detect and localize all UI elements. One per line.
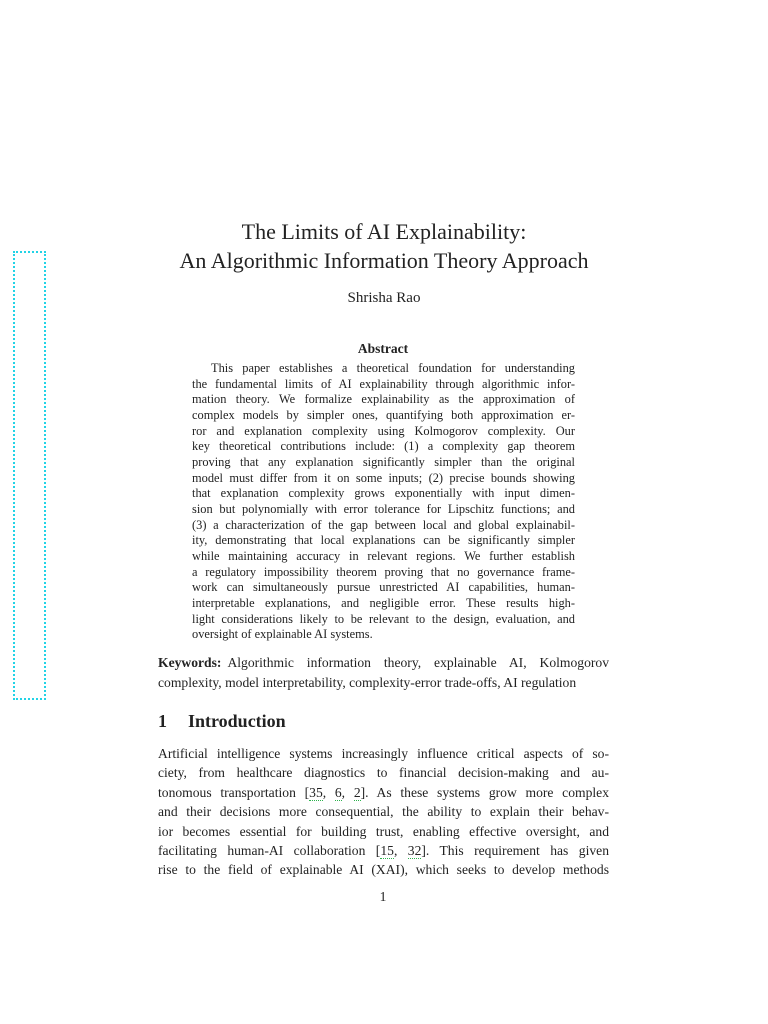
abstract-line: ror and explanation complexity using Kolmogorov complexity. Our: [192, 423, 575, 438]
abstract-body: [192, 361, 575, 643]
paper-title: [0, 217, 768, 275]
page-number: 1: [379, 889, 387, 904]
abstract-line: mation theory. We formalize explainability as the approximation of: [192, 392, 575, 407]
keywords-line-2: complexity, model interpretability, complexity-error trade-offs, AI regulation: [158, 674, 577, 690]
intro-line: ciety, from healthcare diagnostics to financial decision-making and au-: [158, 765, 609, 781]
abstract-line: interpretable explanations, and negligible error. These results high-: [192, 595, 575, 610]
intro-text: ]. This requirement has given: [421, 843, 609, 859]
section-number: 1: [158, 711, 167, 731]
abstract-line: that explanation complexity grows exponentially with input dimen-: [192, 486, 575, 501]
intro-text: ]. As these systems grow more complex: [360, 784, 609, 800]
citation-link[interactable]: 15: [380, 843, 394, 859]
abstract-heading: Abstract: [357, 341, 409, 356]
abstract-line: complex models by simpler ones, quantifying both approximation er-: [192, 407, 575, 422]
section-title: Introduction: [188, 711, 286, 731]
intro-line: facilitating human-AI collaboration [15, 32]. This requirement has given: [158, 843, 609, 859]
intro-line: Artificial intelligence systems increasingly influence critical aspects of so-: [158, 746, 609, 761]
keywords-label: Keywords:: [158, 655, 222, 670]
keywords-block: [158, 653, 609, 692]
citation-link[interactable]: 2: [353, 784, 361, 800]
abstract-line: proving that any explanation significantly simpler than the original: [192, 454, 575, 469]
citation-link[interactable]: 32: [407, 843, 422, 859]
abstract-line: (3) a characterization of the gap between local and global explainabil-: [192, 517, 575, 532]
author-name: Shrisha Rao: [347, 290, 421, 306]
intro-text: tonomous transportation [: [158, 784, 310, 800]
abstract-line: ity, demonstrating that local explanations can be significantly simpler: [192, 533, 575, 548]
citation-link[interactable]: 6: [334, 784, 342, 800]
abstract-line: This paper establishes a theoretical foundation for understanding: [211, 361, 575, 375]
intro-line: tonomous transportation [35, 6, 2]. As these systems grow more complex: [158, 784, 609, 800]
intro-line: ior becomes essential for building trust, enabling effective oversight, and: [158, 823, 609, 839]
abstract-line: oversight of explainable AI systems.: [192, 627, 373, 642]
abstract-line: sion but polynomially with error tolerance for Lipschitz functions; and: [192, 501, 575, 516]
margin-note-frame: [13, 251, 46, 700]
keywords-text-1: Algorithmic information theory, explainable AI, Kolmogorov: [227, 655, 609, 670]
introduction-body: [158, 744, 609, 880]
intro-line: rise to the field of explainable AI (XAI), which seeks to develop methods: [158, 862, 609, 878]
title-line-2: An Algorithmic Information Theory Approach: [179, 248, 589, 273]
section-heading-introduction: [158, 711, 286, 732]
abstract-line: model must differ from it on some inputs; (2) precise bounds showing: [192, 470, 575, 485]
abstract-line: key theoretical contributions include: (1) a complexity gap theorem: [192, 439, 575, 454]
keywords-line-1: [158, 653, 609, 673]
title-line-1: The Limits of AI Explainability:: [241, 219, 527, 244]
abstract-line: while maintaining accuracy in relevant regions. We further establish: [192, 548, 575, 563]
intro-line: and their decisions more consequential, the ability to explain their behav-: [158, 804, 609, 820]
citation-link[interactable]: 35: [309, 784, 323, 800]
abstract-line: the fundamental limits of AI explainability through algorithmic infor-: [192, 376, 575, 391]
abstract-line: work can simultaneously pursue unrestricted AI capabilities, human-: [192, 580, 575, 595]
intro-text: facilitating human-AI collaboration [: [158, 843, 381, 859]
abstract-line: light considerations likely to be relevant to the design, evaluation, and: [192, 611, 575, 626]
abstract-line: a regulatory impossibility theorem proving that no governance frame-: [192, 564, 575, 579]
